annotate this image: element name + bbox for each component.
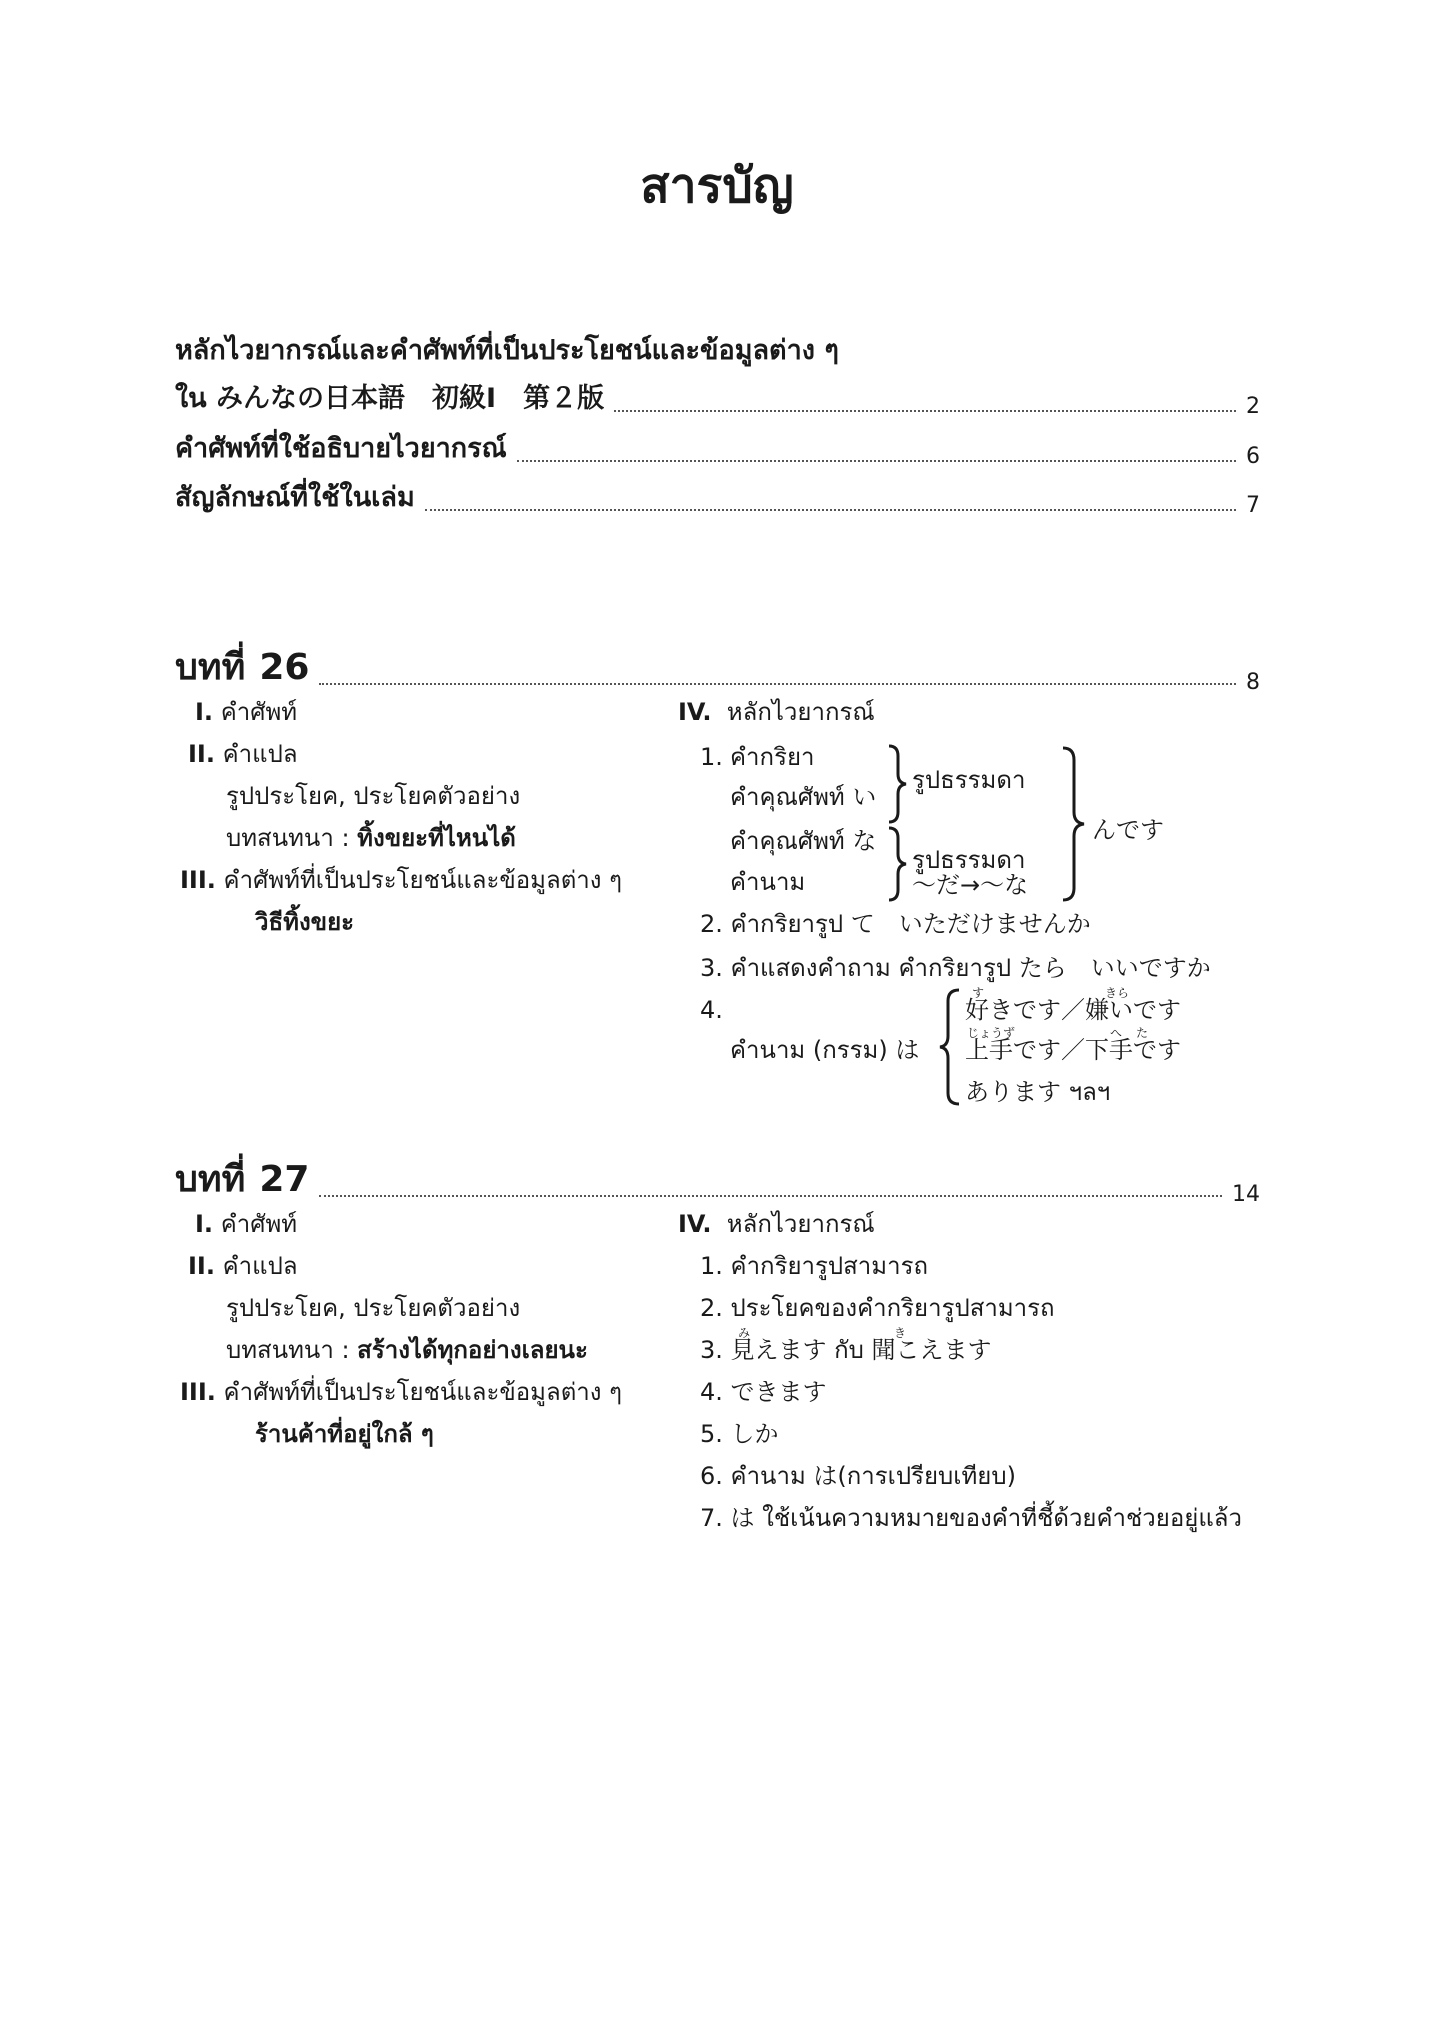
grammar-point-3[interactable]: 3. 見えます กับ 聞こえます — [700, 1336, 992, 1364]
leader-dots — [319, 683, 1236, 685]
section-useful-vocab[interactable] — [180, 868, 622, 892]
toc-entry-label: ใน みんなの日本語 初級Ⅰ 第２版 — [175, 383, 605, 414]
grammar-1-da-na: ～だ→～な — [912, 871, 1029, 899]
section-numeral: III. — [180, 1378, 216, 1406]
section-translation[interactable] — [188, 742, 298, 766]
grammar-1-i-adjective: คำคุณศัพท์ い — [730, 783, 877, 811]
grammar-1-plain-form-b: รูปธรรมดา — [912, 846, 1026, 874]
subsection-sentence-patterns[interactable]: รูปประโยค, ประโยคตัวอย่าง — [226, 782, 521, 810]
subsection-nearby-shops[interactable]: ร้านค้าที่อยู่ใกล้ ๆ — [255, 1420, 434, 1448]
section-numeral: IV. — [678, 698, 712, 726]
grammar-4-arimasu: あります ฯลฯ — [965, 1078, 1111, 1106]
leader-dots — [614, 410, 1236, 412]
section-numeral: IV. — [678, 1210, 712, 1238]
section-useful-vocab[interactable] — [180, 1380, 622, 1404]
leader-dots — [319, 1195, 1222, 1197]
section-numeral: I. — [195, 698, 214, 726]
grammar-1-na-adjective: คำคุณศัพท์ な — [730, 827, 877, 855]
grammar-point-1-number: 1. — [700, 743, 723, 771]
grammar-point-2[interactable]: 2. ประโยคของคำกริยารูปสามารถ — [700, 1294, 1055, 1322]
brace-right-2 — [886, 826, 910, 902]
section-label: คำศัพท์ — [220, 1210, 298, 1238]
section-label: คำศัพท์ที่เป็นประโยชน์และข้อมูลต่าง ๆ — [223, 866, 622, 894]
subsection-conversation[interactable] — [226, 1338, 588, 1362]
toc-entry-symbols[interactable] — [175, 475, 1260, 518]
grammar-point-5[interactable]: 5. しか — [700, 1420, 779, 1448]
ruby-he: へ — [1110, 1026, 1123, 1040]
toc-page-number: 2 — [1246, 394, 1260, 419]
chapter-prefix: บทที่ — [175, 647, 246, 688]
ruby-mi: み — [738, 1326, 751, 1340]
toc-entry-grammar-terms[interactable] — [175, 426, 1260, 469]
ruby-kira: きら — [1105, 986, 1130, 1000]
section-numeral: I. — [195, 1210, 214, 1238]
conversation-title: ทิ้งขยะที่ไหนได้ — [357, 824, 516, 852]
chapter-title — [175, 638, 309, 695]
ruby-ki: き — [894, 1326, 907, 1340]
toc-entry-label: สัญลักษณ์ที่ใช้ในเล่ม — [175, 482, 415, 513]
grammar-4-noun-object: คำนาม (กรรม) は — [730, 1036, 920, 1064]
grammar-point-2[interactable]: 2. คำกริยารูป て いただけませんか — [700, 910, 1091, 938]
chapter-prefix: บทที่ — [175, 1159, 246, 1200]
grammar-1-ndesu: んです — [1092, 816, 1164, 844]
grammar-point-4[interactable]: 4. できます — [700, 1378, 827, 1406]
section-label: คำแปล — [222, 740, 298, 768]
section-numeral: II. — [188, 740, 215, 768]
section-grammar[interactable] — [678, 700, 875, 724]
section-vocabulary[interactable] — [195, 700, 297, 724]
brace-right-1 — [886, 744, 910, 824]
page-title: สารบัญ — [640, 158, 794, 214]
toc-page-number: 14 — [1232, 1182, 1260, 1207]
grammar-4-good-bad: 上手です／下手です — [965, 1036, 1181, 1064]
conversation-prefix: บทสนทนา : — [226, 1336, 350, 1364]
chapter-title — [175, 1150, 309, 1207]
section-translation[interactable] — [188, 1254, 298, 1278]
section-label: คำแปล — [222, 1252, 298, 1280]
ruby-ta: た — [1136, 1026, 1149, 1040]
toc-chapter-27[interactable] — [175, 1150, 1260, 1207]
ruby-su: す — [972, 986, 985, 1000]
ruby-jouzu: じょうず — [967, 1026, 1016, 1040]
grammar-point-6[interactable]: 6. คำนาม は(การเปรียบเทียบ) — [700, 1462, 1016, 1490]
section-label: คำศัพท์ — [220, 698, 298, 726]
toc-page-number: 7 — [1246, 493, 1260, 518]
toc-page-number: 6 — [1246, 444, 1260, 469]
subsection-sentence-patterns[interactable]: รูปประโยค, ประโยคตัวอย่าง — [226, 1294, 521, 1322]
section-vocabulary[interactable] — [195, 1212, 297, 1236]
leader-dots — [425, 509, 1236, 511]
toc-entry-label: คำศัพท์ที่ใช้อธิบายไวยากรณ์ — [175, 433, 507, 464]
grammar-point-3[interactable]: 3. คำแสดงคำถาม คำกริยารูป たら いいですか — [700, 954, 1211, 982]
leader-dots — [517, 460, 1236, 462]
section-numeral: II. — [188, 1252, 215, 1280]
toc-page-number: 8 — [1246, 670, 1260, 695]
grammar-4-like-dislike: 好きです／嫌いです — [965, 996, 1181, 1024]
grammar-point-1[interactable]: 1. คำกริยารูปสามารถ — [700, 1252, 928, 1280]
section-label: คำศัพท์ที่เป็นประโยชน์และข้อมูลต่าง ๆ — [223, 1378, 622, 1406]
section-grammar[interactable] — [678, 1212, 875, 1236]
section-numeral: III. — [180, 866, 216, 894]
grammar-1-plain-form-a: รูปธรรมดา — [912, 766, 1026, 794]
section-label: หลักไวยากรณ์ — [726, 698, 875, 726]
section-label: หลักไวยากรณ์ — [726, 1210, 875, 1238]
brace-right-3 — [1060, 746, 1088, 902]
chapter-number: 26 — [259, 647, 310, 688]
toc-front-heading: หลักไวยากรณ์และคำศัพท์ที่เป็นประโยชน์และข้อมูลต่าง ๆ — [175, 335, 839, 366]
chapter-number: 27 — [259, 1159, 310, 1200]
grammar-1-noun: คำนาม — [730, 868, 806, 896]
conversation-title: สร้างได้ทุกอย่างเลยนะ — [357, 1336, 588, 1364]
grammar-point-7[interactable]: 7. は ใช้เน้นความหมายของคำที่ชี้ด้วยคำช่วยอยู่แล้ว — [700, 1504, 1242, 1532]
grammar-point-4-number: 4. — [700, 996, 723, 1024]
brace-left-4 — [938, 988, 962, 1106]
grammar-1-verb: คำกริยา — [730, 743, 815, 771]
subsection-garbage-disposal[interactable]: วิธีทิ้งขยะ — [255, 908, 355, 936]
toc-entry-front-matter[interactable] — [175, 376, 1260, 419]
toc-chapter-26[interactable] — [175, 638, 1260, 695]
conversation-prefix: บทสนทนา : — [226, 824, 350, 852]
subsection-conversation[interactable] — [226, 826, 516, 850]
